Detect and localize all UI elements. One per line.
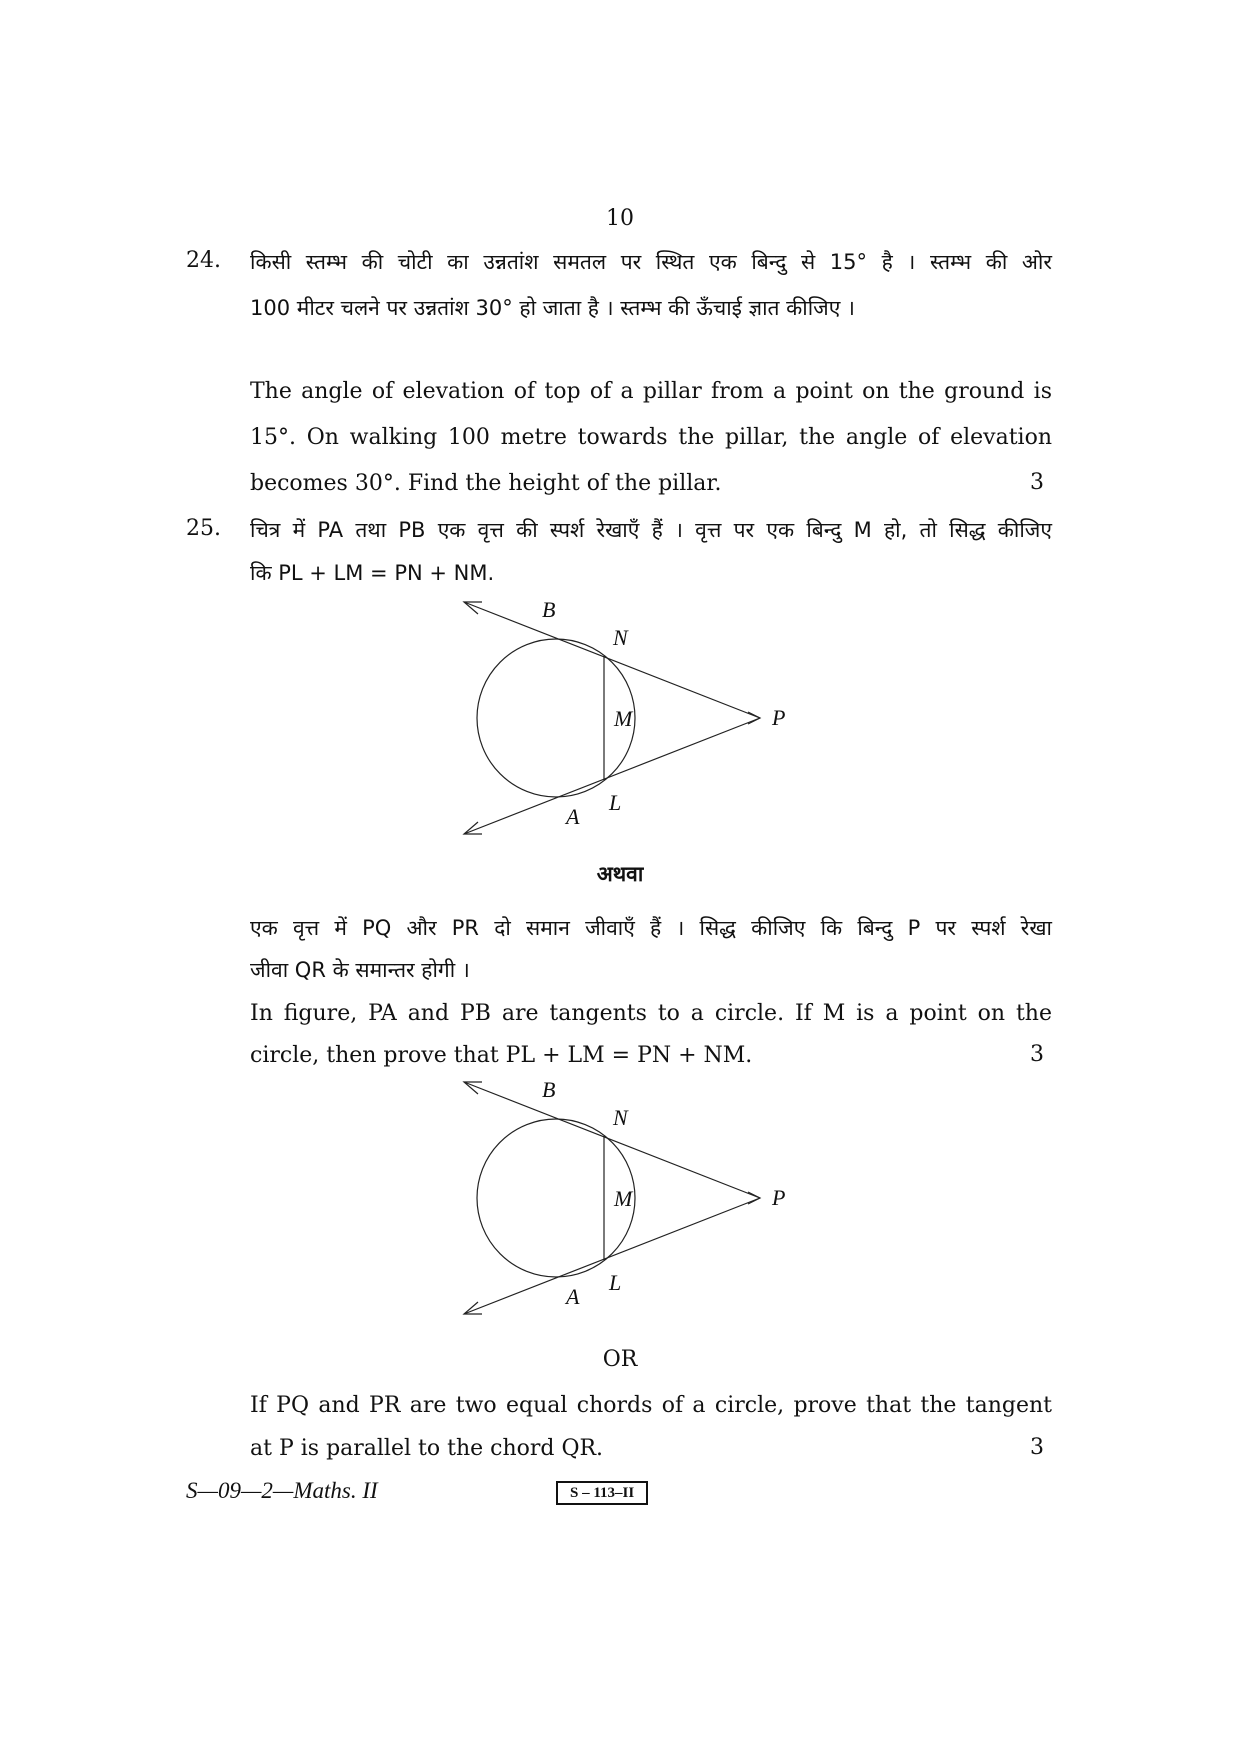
circle xyxy=(477,639,635,797)
q25-alt-hindi-line-2: जीवा QR के समान्तर होगी । xyxy=(250,958,470,982)
q25-alt-english-line-2: at P is parallel to the chord QR. xyxy=(250,1436,604,1461)
label-l: L xyxy=(609,790,622,815)
q25-marks-1: 3 xyxy=(1030,1042,1044,1067)
footer-series-code: S – 113–II xyxy=(556,1481,648,1505)
or-english: OR xyxy=(602,1347,638,1372)
label-a: A xyxy=(566,1284,580,1309)
footer-paper-code: S—09—2—Maths. II xyxy=(186,1478,378,1503)
page-number: 10 xyxy=(606,206,634,231)
q25-alt-english-line-1: If PQ and PR are two equal chords of a circle, prove that the tangent xyxy=(250,1393,1052,1418)
q25-english-line-2: circle, then prove that PL + LM = PN + NM. xyxy=(250,1043,753,1068)
q24-english-line-2: 15°. On walking 100 metre towards the pillar, the angle of elevation xyxy=(250,425,1052,450)
q25-hindi-line-2: कि PL + LM = PN + NM. xyxy=(250,561,495,585)
q25-alt-hindi-line-1: एक वृत्त में PQ और PR दो समान जीवाएँ हैं । सिद्ध कीजिए कि बिन्दु P पर स्पर्श रेखा xyxy=(250,916,1052,940)
q25-english-line-1: In figure, PA and PB are tangents to a circle. If M is a point on the xyxy=(250,1001,1052,1026)
label-n: N xyxy=(613,625,628,650)
label-m: M xyxy=(614,1186,633,1211)
label-a: A xyxy=(566,804,580,829)
label-m: M xyxy=(614,706,633,731)
or-hindi: अथवा xyxy=(596,862,644,886)
q25-hindi-line-1: चित्र में PA तथा PB एक वृत्त की स्पर्श रेखाएँ हैं । वृत्त पर एक बिन्दु M हो, तो सिद्ध कीजिए xyxy=(250,518,1052,542)
tangent-pa xyxy=(464,718,760,834)
q24-marks: 3 xyxy=(1030,470,1044,495)
circle xyxy=(477,1119,635,1277)
q24-hindi-line-2: 100 मीटर चलने पर उन्नतांश 30° हो जाता है । स्तम्भ की ऊँचाई ज्ञात कीजिए । xyxy=(250,296,856,320)
label-p: P xyxy=(772,705,786,730)
tangent-pb xyxy=(464,602,760,718)
q25-marks-2: 3 xyxy=(1030,1435,1044,1460)
tangent-figure-2 xyxy=(430,1070,810,1330)
q24-english-line-3: becomes 30°. Find the height of the pillar. xyxy=(250,471,722,496)
q24-hindi-line-1: किसी स्तम्भ की चोटी का उन्नतांश समतल पर स्थित एक बिन्दु से 15° है । स्तम्भ की ओर xyxy=(250,250,1052,274)
label-n: N xyxy=(613,1105,628,1130)
q24-english-line-1: The angle of elevation of top of a pillar from a point on the ground is xyxy=(250,379,1052,404)
tangent-pa xyxy=(464,1198,760,1314)
label-l: L xyxy=(609,1270,622,1295)
tangent-figure-1 xyxy=(430,590,810,850)
label-b: B xyxy=(542,1077,556,1102)
question-number-24: 24. xyxy=(186,248,221,273)
label-p: P xyxy=(772,1185,786,1210)
question-number-25: 25. xyxy=(186,516,221,541)
label-b: B xyxy=(542,597,556,622)
tangent-pb xyxy=(464,1082,760,1198)
